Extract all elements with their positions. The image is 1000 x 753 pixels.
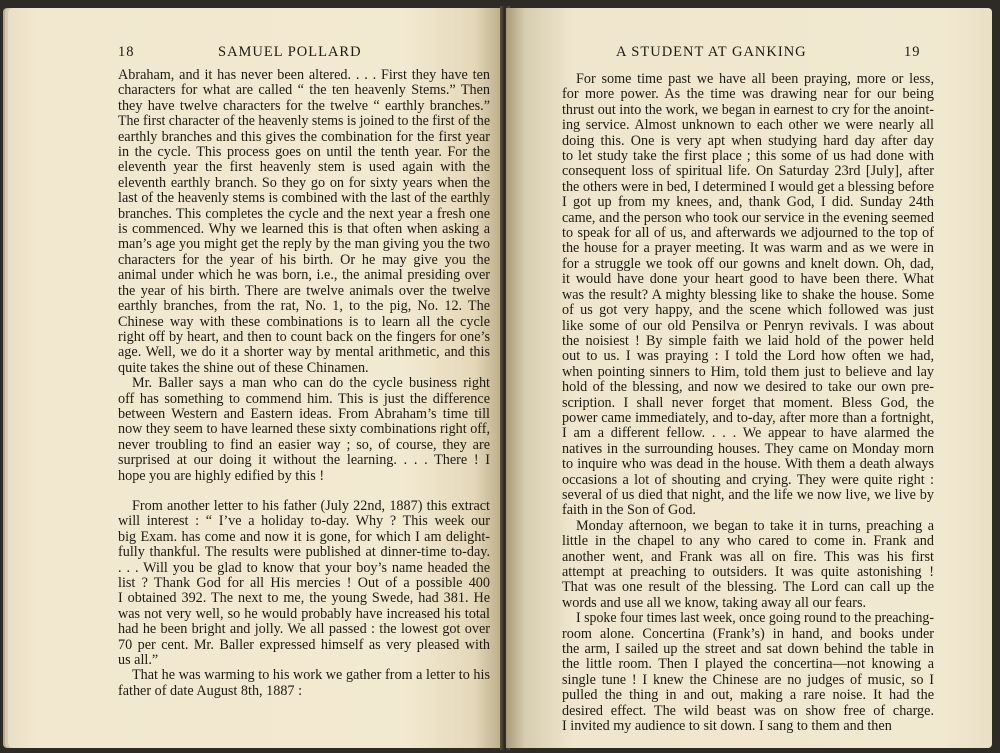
- text-line: power came immediately, and to-day, after more than a fortnight,: [562, 409, 934, 426]
- text-line: the arm, I sailed up the street and sat down behind the table in: [562, 641, 934, 658]
- text-line: several of us died that night, and the life we now live, we live by: [562, 486, 934, 503]
- text-line: now they seem to have learned these sixty combinations right off,: [118, 421, 490, 438]
- text-line: hold of the blessing, and now we desired to take our own pre-: [562, 379, 934, 396]
- right-body-text: [562, 72, 934, 734]
- text-line: I invited my audience to sit down. I sang to them and then: [562, 718, 892, 735]
- text-line: consequent loss of spiritual life. On Saturday 23rd [July], after: [562, 163, 934, 180]
- text-line: the little room. Then I played the concertina—not knowing a: [562, 656, 934, 673]
- text-line: fully thankful. The results were published at dinner-time to-day.: [118, 544, 490, 561]
- left-page-number: 18: [118, 44, 135, 60]
- text-line: us all.”: [118, 652, 159, 669]
- text-line: ing service. Almost unknown to each other we were nearly all: [562, 117, 934, 134]
- text-line: characters for the year of his birth. Or he may give you the: [118, 251, 490, 268]
- text-line: animal under which he was born, i.e., the animal presiding over: [118, 267, 490, 284]
- text-line: That he was warming to his work we gather from a letter to his: [132, 667, 490, 684]
- text-line: like some of our old Pensilva or Penryn revivals. I was about: [562, 317, 934, 334]
- text-line: natives in the surrounding houses. They came on Monday morn: [562, 440, 934, 457]
- text-line: father of date August 8th, 1887 :: [118, 682, 303, 699]
- text-line: they have twelve characters for the twelve “ earthly branches.”: [118, 97, 490, 114]
- text-line: was the result? A mighty blessing like to shake the house. Some: [562, 286, 934, 303]
- text-line: to speak for all of us, and afterwards we adjourned to the top of: [562, 225, 934, 242]
- text-line: the year of his birth. There are twelve animals over the twelve: [118, 282, 490, 299]
- text-line: when pointing sinners to Him, told them just to believe and lay: [562, 363, 934, 380]
- text-line: big Exam. has come and now it is gone, for which I am delight-: [118, 528, 490, 545]
- text-line: had he been bright and jolly. We all passed : the lowest got over: [118, 621, 490, 638]
- text-line: eleventh earthly branch. So they go on for sixty years when the: [118, 174, 490, 191]
- text-line: I obtained 392. The next to me, the young Swede, had 381. He: [118, 590, 490, 607]
- text-line: surprised at our doing it without the learning. . . . There ! I: [118, 452, 490, 469]
- text-line: man’s age you might get the reply by the man giving you the two: [118, 236, 490, 253]
- text-line: I am a different fellow. . . . We appear to have alarmed the: [562, 425, 934, 442]
- text-line: out to us. I was praying : I told the Lord how often we had,: [562, 348, 934, 365]
- text-line: earthly branches, from the rat, No. 1, to the pig, No. 12. The: [118, 298, 490, 315]
- left-body-text: [118, 68, 490, 699]
- text-line: characters for what are called “ the ten heavenly Stems.” Then: [118, 82, 490, 99]
- text-line: age. Well, we do it a shorter way by mental arithmetic, and this: [118, 344, 490, 361]
- text-line: for more power. As the time was drawing near for our being: [562, 86, 934, 103]
- text-line: last of the heavenly stems is combined with the last of the earthly: [118, 190, 490, 207]
- right-page: [506, 8, 992, 748]
- text-line: I spoke four times last week, once going round to the preaching-: [576, 610, 934, 627]
- text-line: Abraham, and it has never been altered. . . . First they have ten: [118, 67, 490, 83]
- text-line: branches. This completes the cycle and the next year a fresh one: [118, 205, 490, 222]
- text-line: Chinese way with these combinations is to learn all the cycle: [118, 313, 490, 330]
- left-running-head: SAMUEL POLLARD: [218, 44, 362, 60]
- text-line: was not very well, so he would probably have increased his total: [118, 605, 490, 622]
- text-line: list ? Thank God for all His mercies ! Out of a possible 400: [118, 575, 490, 591]
- right-page-number: 19: [904, 44, 921, 60]
- text-line: For some time past we have all been praying, more or less,: [576, 71, 934, 87]
- text-line: attempt at preaching to outsiders. It was quite astonishing !: [562, 564, 934, 580]
- text-line: The first character of the heavenly stems is joined to the first of the: [118, 113, 490, 130]
- text-line: came, and the person who took our service in the evening seemed: [562, 209, 934, 226]
- text-line: earthly branches and this gives the combination for the first year: [118, 128, 490, 145]
- text-line: 70 per cent. Mr. Baller expressed himself as very pleased with: [118, 636, 490, 653]
- right-running-head: A STUDENT AT GANKING: [616, 44, 807, 60]
- text-line: faith in the Son of God.: [562, 502, 696, 519]
- text-line: between Western and Eastern ideas. From Abraham’s time till: [118, 405, 490, 422]
- text-line: for a struggle we took off our gowns and knelt down. Oh, dad,: [562, 255, 934, 272]
- text-line: to let study take the first place ; this some of us had done with: [562, 148, 934, 165]
- text-line: never troubling to find an easier way ; so, of course, they are: [118, 436, 490, 453]
- text-line: the others were in bed, I determined I would get a blessing before: [562, 178, 934, 195]
- text-line: doing this. One is very apt when studying hard day after day: [562, 132, 934, 149]
- left-page: [8, 8, 504, 748]
- text-line: [118, 484, 490, 499]
- text-line: eleventh year the first heavenly stem is used again with the: [118, 159, 490, 176]
- text-line: to inquire who was dead in the house. With them a death always: [562, 456, 934, 473]
- text-line: in the cycle. This process goes on until the tenth year. For the: [118, 144, 490, 161]
- text-line: Mr. Baller says a man who can do the cycle business right: [132, 375, 490, 392]
- text-line: of us got very happy, and the scene which followed was just: [562, 302, 934, 319]
- text-line: room alone. Concertina (Frank’s) in hand, and books under: [562, 625, 934, 642]
- text-line: occasions a lot of shouting and crying. They were quite right :: [562, 471, 934, 488]
- text-line: the noisiest ! By simple faith we laid hold of the power held: [562, 332, 934, 349]
- text-line: hope you are highly edified by this !: [118, 467, 325, 484]
- text-line: single tune ! I knew the Chinese are no judges of music, so I: [562, 671, 934, 688]
- text-line: will interest : “ I’ve a holiday to-day. Why ? This week our: [118, 513, 490, 530]
- text-line: thrust out into the work, we began in earnest to cry for the anoint-: [562, 101, 934, 118]
- text-line: pulled the thing in and out, making a rare noise. It had the: [562, 687, 934, 704]
- text-line: little in the chapel to any who cared to come in. Frank and: [562, 533, 934, 550]
- text-line: words and use all we know, taking away all our fears.: [562, 594, 867, 611]
- text-line: That was one result of the blessing. The Lord can call up the: [562, 579, 934, 596]
- text-line: right off by heart, and then to count back on the fingers for one’s: [118, 328, 490, 345]
- text-line: scription. I shall never forget that moment. Bless God, the: [562, 394, 934, 411]
- text-line: it would have done your heart good to have been there. What: [562, 271, 934, 288]
- text-line: the house for a prayer meeting. It was warm and as we were in: [562, 240, 934, 257]
- text-line: I got up from my knees, and, thank God, I did. Sunday 24th: [562, 194, 934, 211]
- text-line: From another letter to his father (July 22nd, 1887) this extract: [132, 497, 490, 514]
- text-line: off has something to commend him. This is just the difference: [118, 390, 490, 407]
- text-line: desired effect. The wild beast was on show free of charge.: [562, 702, 934, 719]
- text-line: . . . Will you be glad to know that your boy’s name headed the: [118, 559, 490, 576]
- text-line: Monday afternoon, we began to take it in turns, preaching a: [576, 517, 934, 534]
- text-line: another went, and Frank was all on fire. This was his first: [562, 548, 934, 565]
- text-line: is commenced. Why we learned this is that often when asking a: [118, 221, 490, 238]
- text-line: quite takes the shine out of these Chinamen.: [118, 359, 369, 376]
